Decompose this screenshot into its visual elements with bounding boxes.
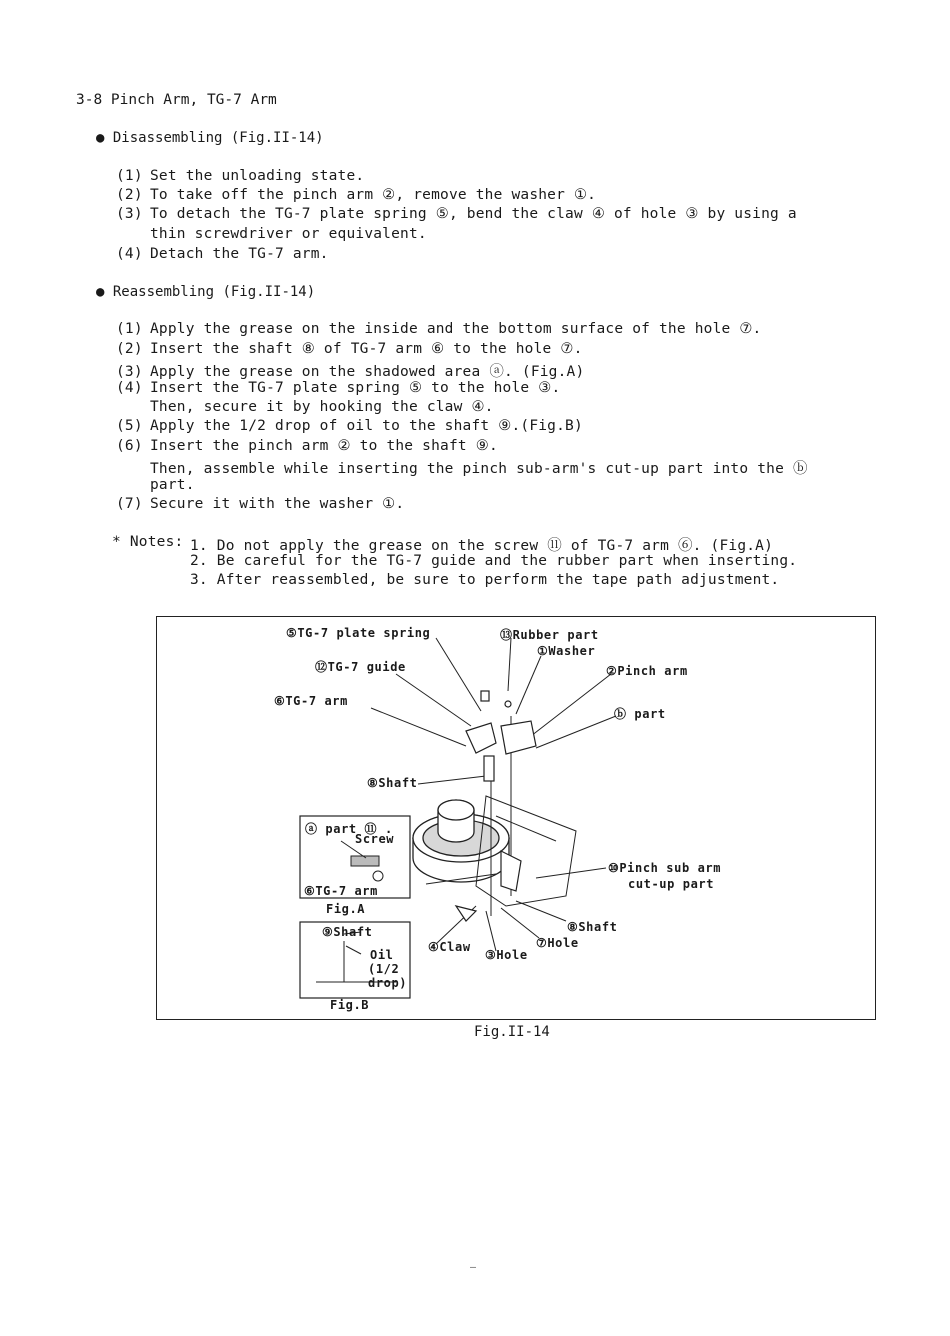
disassembling-step bbox=[116, 226, 427, 242]
disassembling-step bbox=[116, 206, 797, 222]
step-number: (5) bbox=[116, 418, 143, 434]
note-item: 3. After reassembled, be sure to perform the tape path adjustment. bbox=[190, 572, 780, 588]
step-text: Insert the shaft ⑧ of TG-7 arm ⑥ to the hole ⑦. bbox=[150, 341, 583, 357]
label-washer: ①Washer bbox=[537, 644, 596, 658]
reassembling-step bbox=[116, 477, 195, 493]
step-number: (6) bbox=[116, 438, 143, 454]
reassembling-step bbox=[116, 438, 498, 454]
step-text: Set the unloading state. bbox=[150, 168, 365, 184]
reassembling-step bbox=[116, 341, 583, 357]
fig-b-oil-drop: drop) bbox=[368, 976, 408, 990]
step-text: Then, secure it by hooking the claw ④. bbox=[150, 399, 494, 415]
step-number: (3) bbox=[116, 364, 143, 380]
reassembling-step bbox=[116, 380, 560, 396]
step-number: (1) bbox=[116, 168, 143, 184]
note-item: 1. Do not apply the grease on the screw ⑪ of TG-7 arm ⑥. (Fig.A) bbox=[190, 538, 774, 554]
step-number: (2) bbox=[116, 341, 143, 357]
disassembling-step bbox=[116, 246, 329, 262]
step-number: (2) bbox=[116, 187, 143, 203]
step-text: Insert the TG-7 plate spring ⑤ to the hole ③. bbox=[150, 380, 561, 396]
reassembling-step bbox=[116, 496, 404, 512]
step-number: (3) bbox=[116, 206, 143, 222]
fig-b-oil-label: Oil bbox=[370, 948, 394, 962]
label-hole-3: ③Hole bbox=[485, 948, 528, 962]
step-number: (4) bbox=[116, 246, 143, 262]
disassembling-step bbox=[116, 168, 364, 184]
step-text: Secure it with the washer ①. bbox=[150, 496, 405, 512]
reassembling-heading-text: Reassembling (Fig.II-14) bbox=[112, 284, 316, 300]
label-pinch-arm: ②Pinch arm bbox=[606, 664, 688, 678]
disassembling-heading-text: Disassembling (Fig.II-14) bbox=[112, 130, 324, 146]
label-tg7-arm: ⑥TG-7 arm bbox=[274, 694, 348, 708]
fig-a-part-label: ⓐ part ⑪ . bbox=[305, 822, 393, 836]
step-text: Apply the grease on the inside and the bottom surface of the hole ⑦. bbox=[150, 321, 762, 337]
fig-b-caption: Fig.B bbox=[330, 998, 370, 1012]
label-shaft-8: ⑧Shaft bbox=[367, 776, 418, 790]
fig-b-oil-amount: (1/2 bbox=[368, 962, 400, 976]
notes-label: * Notes: bbox=[112, 534, 184, 550]
reassembling-step bbox=[116, 321, 762, 337]
step-number: (7) bbox=[116, 496, 143, 512]
note-item: 2. Be careful for the TG-7 guide and the rubber part when inserting. bbox=[190, 553, 798, 569]
label-hole-7: ⑦Hole bbox=[536, 936, 579, 950]
reassembling-step bbox=[116, 399, 494, 415]
disassembling-step bbox=[116, 187, 596, 203]
step-number: (1) bbox=[116, 321, 143, 337]
reassembling-step bbox=[116, 360, 584, 381]
figure-caption: Fig.II-14 bbox=[474, 1024, 550, 1040]
bullet-icon: ● bbox=[96, 284, 105, 300]
section-title: 3-8 Pinch Arm, TG-7 Arm bbox=[76, 92, 277, 108]
label-pinch-sub-arm: ⑩Pinch sub arm bbox=[608, 861, 722, 875]
step-text: Then, assemble while inserting the pinch sub-arm's cut-up part into the ⓑ bbox=[150, 461, 808, 477]
disassembling-heading bbox=[96, 130, 324, 146]
step-text: To detach the TG-7 plate spring ⑤, bend the claw ④ of hole ③ by using a bbox=[150, 206, 797, 222]
step-number: (4) bbox=[116, 380, 143, 396]
fig-a-caption: Fig.A bbox=[326, 902, 366, 916]
reassembling-step bbox=[116, 418, 583, 434]
step-text: thin screwdriver or equivalent. bbox=[150, 226, 427, 242]
step-text: Insert the pinch arm ② to the shaft ⑨. bbox=[150, 438, 498, 454]
step-text: part. bbox=[150, 477, 195, 493]
label-cut-up-part: cut-up part bbox=[628, 877, 715, 891]
label-rubber-part: ⑬Rubber part bbox=[500, 628, 599, 642]
step-text: Apply the grease on the shadowed area ⓐ. (Fig.A) bbox=[150, 364, 585, 380]
step-text: Detach the TG-7 arm. bbox=[150, 246, 329, 262]
label-plate-spring: ⑤TG-7 plate spring bbox=[286, 626, 431, 640]
fig-b-shaft-label: ⑨Shaft bbox=[322, 925, 373, 939]
label-b-part: ⓑ part bbox=[614, 707, 666, 721]
step-text: Apply the 1/2 drop of oil to the shaft ⑨.(Fig.B) bbox=[150, 418, 583, 434]
fig-a-screw-label: Screw bbox=[355, 832, 395, 846]
label-tg7-guide: ⑫TG-7 guide bbox=[315, 660, 406, 674]
reassembling-step bbox=[116, 457, 808, 478]
reassembling-heading bbox=[96, 284, 315, 300]
label-shaft-bottom: ⑧Shaft bbox=[567, 920, 618, 934]
fig-a-arm-label: ⑥TG-7 arm bbox=[304, 884, 378, 898]
bullet-icon: ● bbox=[96, 130, 105, 146]
page-number: — bbox=[470, 1262, 477, 1273]
step-text: To take off the pinch arm ②, remove the washer ①. bbox=[150, 187, 597, 203]
label-claw: ④Claw bbox=[428, 940, 471, 954]
